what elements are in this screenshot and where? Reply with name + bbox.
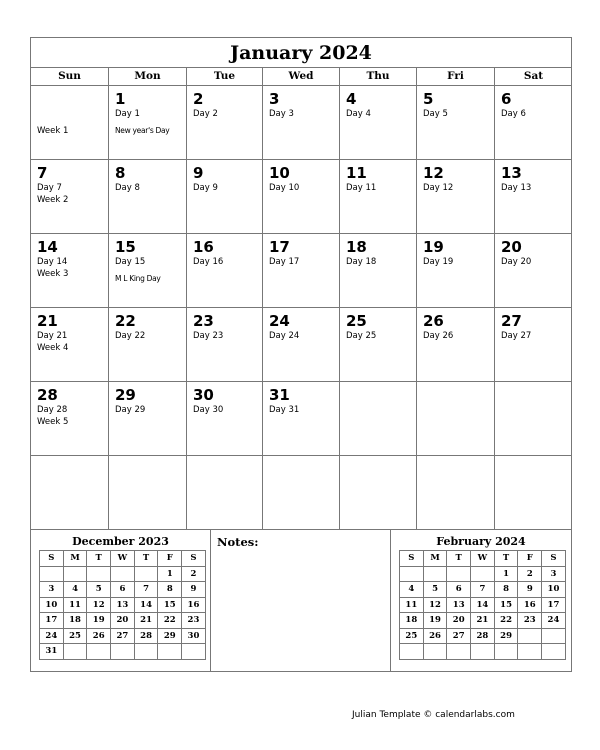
mini-day xyxy=(87,566,111,582)
mini-day xyxy=(158,644,182,660)
holiday-label: New year's Day xyxy=(115,126,170,135)
mini-day: 16 xyxy=(182,597,206,613)
mini-weekday: S xyxy=(542,551,566,567)
day-cell[interactable] xyxy=(31,308,109,382)
mini-weekday: T xyxy=(494,551,518,567)
mini-day xyxy=(134,644,158,660)
mini-day xyxy=(87,644,111,660)
mini-day: 26 xyxy=(87,628,111,644)
day-number: 8 xyxy=(115,164,126,182)
mini-day: 10 xyxy=(542,582,566,598)
weekday-header: Sat xyxy=(495,68,572,86)
mini-weekday: F xyxy=(518,551,542,567)
mini-day xyxy=(542,644,566,660)
julian-day: Day 28 xyxy=(37,405,68,415)
day-cell[interactable] xyxy=(417,86,495,160)
mini-day: 2 xyxy=(518,566,542,582)
mini-day: 22 xyxy=(494,613,518,629)
mini-weekday: T xyxy=(87,551,111,567)
mini-weekday: S xyxy=(182,551,206,567)
day-number: 29 xyxy=(115,386,136,404)
mini-day xyxy=(518,628,542,644)
mini-day: 23 xyxy=(182,613,206,629)
day-number: 15 xyxy=(115,238,136,256)
julian-day: Day 29 xyxy=(115,405,146,415)
day-cell[interactable] xyxy=(417,234,495,308)
mini-day: 25 xyxy=(63,628,87,644)
mini-day: 17 xyxy=(40,613,64,629)
day-number: 21 xyxy=(37,312,58,330)
day-cell[interactable] xyxy=(187,308,263,382)
day-number: 20 xyxy=(501,238,522,256)
weekday-header: Thu xyxy=(340,68,417,86)
mini-day: 27 xyxy=(111,628,135,644)
mini-day: 20 xyxy=(447,613,471,629)
day-number: 26 xyxy=(423,312,444,330)
julian-day: Day 15 xyxy=(115,257,146,267)
mini-day: 20 xyxy=(111,613,135,629)
day-cell[interactable] xyxy=(340,382,417,456)
julian-day: Day 3 xyxy=(269,109,294,119)
mini-day: 3 xyxy=(40,582,64,598)
month-title: January 2024 xyxy=(31,38,571,68)
mini-day: 3 xyxy=(542,566,566,582)
day-cell[interactable] xyxy=(263,160,340,234)
day-cell[interactable] xyxy=(263,86,340,160)
julian-day: Day 17 xyxy=(269,257,300,267)
week-number: Week 1 xyxy=(37,126,69,136)
mini-day: 25 xyxy=(400,628,424,644)
day-number: 27 xyxy=(501,312,522,330)
mini-day: 7 xyxy=(134,582,158,598)
mini-weekday: S xyxy=(400,551,424,567)
mini-day xyxy=(182,644,206,660)
mini-day: 19 xyxy=(423,613,447,629)
mini-day xyxy=(111,566,135,582)
mini-day: 8 xyxy=(494,582,518,598)
day-cell[interactable] xyxy=(495,308,572,382)
day-number: 7 xyxy=(37,164,48,182)
next-month-grid xyxy=(399,550,566,660)
day-cell[interactable] xyxy=(31,382,109,456)
day-number: 18 xyxy=(346,238,367,256)
day-number: 19 xyxy=(423,238,444,256)
day-number: 11 xyxy=(346,164,367,182)
julian-day: Day 23 xyxy=(193,331,224,341)
prev-month-title: December 2023 xyxy=(72,535,169,548)
day-number: 12 xyxy=(423,164,444,182)
weekday-header: Wed xyxy=(263,68,340,86)
day-cell[interactable] xyxy=(263,456,340,530)
julian-day: Day 11 xyxy=(346,183,377,193)
day-cell[interactable] xyxy=(109,234,187,308)
day-cell[interactable] xyxy=(417,160,495,234)
mini-day xyxy=(471,644,495,660)
week-number: Week 2 xyxy=(37,195,69,205)
mini-weekday: W xyxy=(111,551,135,567)
notes-section[interactable] xyxy=(211,530,391,671)
mini-day: 23 xyxy=(518,613,542,629)
day-cell[interactable] xyxy=(495,160,572,234)
day-cell[interactable] xyxy=(263,308,340,382)
notes-label: Notes: xyxy=(217,535,259,549)
mini-weekday: F xyxy=(158,551,182,567)
day-cell[interactable] xyxy=(340,308,417,382)
mini-weekday: T xyxy=(134,551,158,567)
mini-day: 12 xyxy=(87,597,111,613)
mini-day xyxy=(400,644,424,660)
mini-day xyxy=(400,566,424,582)
day-number: 31 xyxy=(269,386,290,404)
next-month-calendar xyxy=(391,530,571,671)
mini-day: 4 xyxy=(63,582,87,598)
day-number: 5 xyxy=(423,90,434,108)
day-cell[interactable] xyxy=(31,160,109,234)
julian-day: Day 14 xyxy=(37,257,68,267)
mini-day xyxy=(423,644,447,660)
julian-day: Day 10 xyxy=(269,183,300,193)
day-cell[interactable] xyxy=(187,382,263,456)
day-cell[interactable] xyxy=(109,308,187,382)
mini-day: 15 xyxy=(494,597,518,613)
day-cell[interactable] xyxy=(187,456,263,530)
mini-day: 29 xyxy=(494,628,518,644)
day-cell[interactable] xyxy=(263,382,340,456)
day-number: 6 xyxy=(501,90,512,108)
week-number: Week 4 xyxy=(37,343,69,353)
week-number: Week 3 xyxy=(37,269,69,279)
mini-day: 24 xyxy=(40,628,64,644)
julian-day: Day 13 xyxy=(501,183,532,193)
mini-weekday: M xyxy=(63,551,87,567)
mini-day: 19 xyxy=(87,613,111,629)
weekday-header: Tue xyxy=(187,68,263,86)
mini-day xyxy=(471,566,495,582)
day-number: 2 xyxy=(193,90,204,108)
mini-day: 26 xyxy=(423,628,447,644)
mini-day: 13 xyxy=(111,597,135,613)
day-cell[interactable] xyxy=(263,234,340,308)
day-number: 3 xyxy=(269,90,280,108)
julian-day: Day 6 xyxy=(501,109,526,119)
mini-day: 10 xyxy=(40,597,64,613)
julian-day: Day 19 xyxy=(423,257,454,267)
mini-day xyxy=(447,644,471,660)
mini-weekday: M xyxy=(423,551,447,567)
day-cell[interactable] xyxy=(109,382,187,456)
day-cell[interactable] xyxy=(495,86,572,160)
day-cell[interactable] xyxy=(31,234,109,308)
julian-day: Day 16 xyxy=(193,257,224,267)
mini-day: 17 xyxy=(542,597,566,613)
julian-day: Day 20 xyxy=(501,257,532,267)
mini-day: 5 xyxy=(423,582,447,598)
julian-day: Day 7 xyxy=(37,183,62,193)
day-cell[interactable] xyxy=(340,456,417,530)
day-cell[interactable] xyxy=(31,86,109,160)
holiday-label: M L King Day xyxy=(115,274,161,283)
mini-day xyxy=(63,644,87,660)
day-number: 25 xyxy=(346,312,367,330)
mini-day xyxy=(111,644,135,660)
mini-day: 21 xyxy=(134,613,158,629)
mini-day: 30 xyxy=(182,628,206,644)
day-cell[interactable] xyxy=(417,308,495,382)
mini-day: 11 xyxy=(63,597,87,613)
day-number: 10 xyxy=(269,164,290,182)
next-month-title: February 2024 xyxy=(436,535,526,548)
day-number: 30 xyxy=(193,386,214,404)
mini-day: 28 xyxy=(471,628,495,644)
day-number: 22 xyxy=(115,312,136,330)
day-cell[interactable] xyxy=(495,456,572,530)
mini-day: 1 xyxy=(494,566,518,582)
day-cell[interactable] xyxy=(109,160,187,234)
julian-day: Day 9 xyxy=(193,183,218,193)
julian-day: Day 18 xyxy=(346,257,377,267)
mini-day: 31 xyxy=(40,644,64,660)
day-number: 23 xyxy=(193,312,214,330)
day-cell[interactable] xyxy=(340,86,417,160)
weekday-header: Fri xyxy=(417,68,495,86)
mini-day: 18 xyxy=(400,613,424,629)
julian-day: Day 21 xyxy=(37,331,68,341)
prev-month-grid xyxy=(39,550,206,660)
day-cell[interactable] xyxy=(417,456,495,530)
day-cell[interactable] xyxy=(340,234,417,308)
julian-day: Day 12 xyxy=(423,183,454,193)
day-number: 4 xyxy=(346,90,357,108)
mini-day: 27 xyxy=(447,628,471,644)
mini-day: 6 xyxy=(111,582,135,598)
day-number: 13 xyxy=(501,164,522,182)
day-number: 9 xyxy=(193,164,204,182)
day-number: 24 xyxy=(269,312,290,330)
day-number: 14 xyxy=(37,238,58,256)
day-number: 17 xyxy=(269,238,290,256)
day-cell[interactable] xyxy=(417,382,495,456)
day-cell[interactable] xyxy=(187,86,263,160)
mini-day: 8 xyxy=(158,582,182,598)
julian-day: Day 30 xyxy=(193,405,224,415)
mini-weekday: S xyxy=(40,551,64,567)
mini-weekday: W xyxy=(471,551,495,567)
julian-day: Day 26 xyxy=(423,331,454,341)
day-cell[interactable] xyxy=(187,160,263,234)
mini-day: 12 xyxy=(423,597,447,613)
julian-day: Day 8 xyxy=(115,183,140,193)
footer-credit: Julian Template © calendarlabs.com xyxy=(352,710,515,720)
mini-day: 14 xyxy=(134,597,158,613)
mini-day xyxy=(63,566,87,582)
mini-day xyxy=(447,566,471,582)
mini-day: 6 xyxy=(447,582,471,598)
julian-day: Day 22 xyxy=(115,331,146,341)
julian-day: Day 27 xyxy=(501,331,532,341)
mini-day xyxy=(134,566,158,582)
julian-day: Day 5 xyxy=(423,109,448,119)
mini-day: 4 xyxy=(400,582,424,598)
julian-day: Day 31 xyxy=(269,405,300,415)
julian-day: Day 1 xyxy=(115,109,140,119)
mini-day: 16 xyxy=(518,597,542,613)
bottom-section xyxy=(31,530,571,671)
mini-day xyxy=(494,644,518,660)
mini-day: 29 xyxy=(158,628,182,644)
mini-day: 21 xyxy=(471,613,495,629)
mini-day xyxy=(518,644,542,660)
julian-day: Day 25 xyxy=(346,331,377,341)
day-cell[interactable] xyxy=(340,160,417,234)
day-cell[interactable] xyxy=(495,234,572,308)
mini-day xyxy=(423,566,447,582)
mini-day: 18 xyxy=(63,613,87,629)
julian-day: Day 24 xyxy=(269,331,300,341)
mini-day: 9 xyxy=(518,582,542,598)
prev-month-calendar xyxy=(31,530,211,671)
mini-day xyxy=(542,628,566,644)
week-number: Week 5 xyxy=(37,417,69,427)
day-cell[interactable] xyxy=(495,382,572,456)
mini-day: 1 xyxy=(158,566,182,582)
mini-day: 2 xyxy=(182,566,206,582)
mini-day xyxy=(40,566,64,582)
day-cell[interactable] xyxy=(31,456,109,530)
day-number: 16 xyxy=(193,238,214,256)
mini-day: 15 xyxy=(158,597,182,613)
day-number: 1 xyxy=(115,90,126,108)
calendar-page xyxy=(30,37,572,672)
day-number: 28 xyxy=(37,386,58,404)
mini-day: 14 xyxy=(471,597,495,613)
mini-day: 13 xyxy=(447,597,471,613)
day-cell[interactable] xyxy=(109,86,187,160)
mini-day: 24 xyxy=(542,613,566,629)
mini-day: 9 xyxy=(182,582,206,598)
mini-day: 5 xyxy=(87,582,111,598)
mini-day: 22 xyxy=(158,613,182,629)
julian-day: Day 4 xyxy=(346,109,371,119)
day-cell[interactable] xyxy=(109,456,187,530)
mini-day: 11 xyxy=(400,597,424,613)
mini-weekday: T xyxy=(447,551,471,567)
weekday-header: Sun xyxy=(31,68,109,86)
julian-day: Day 2 xyxy=(193,109,218,119)
mini-day: 28 xyxy=(134,628,158,644)
day-cell[interactable] xyxy=(187,234,263,308)
weekday-header: Mon xyxy=(109,68,187,86)
mini-day: 7 xyxy=(471,582,495,598)
